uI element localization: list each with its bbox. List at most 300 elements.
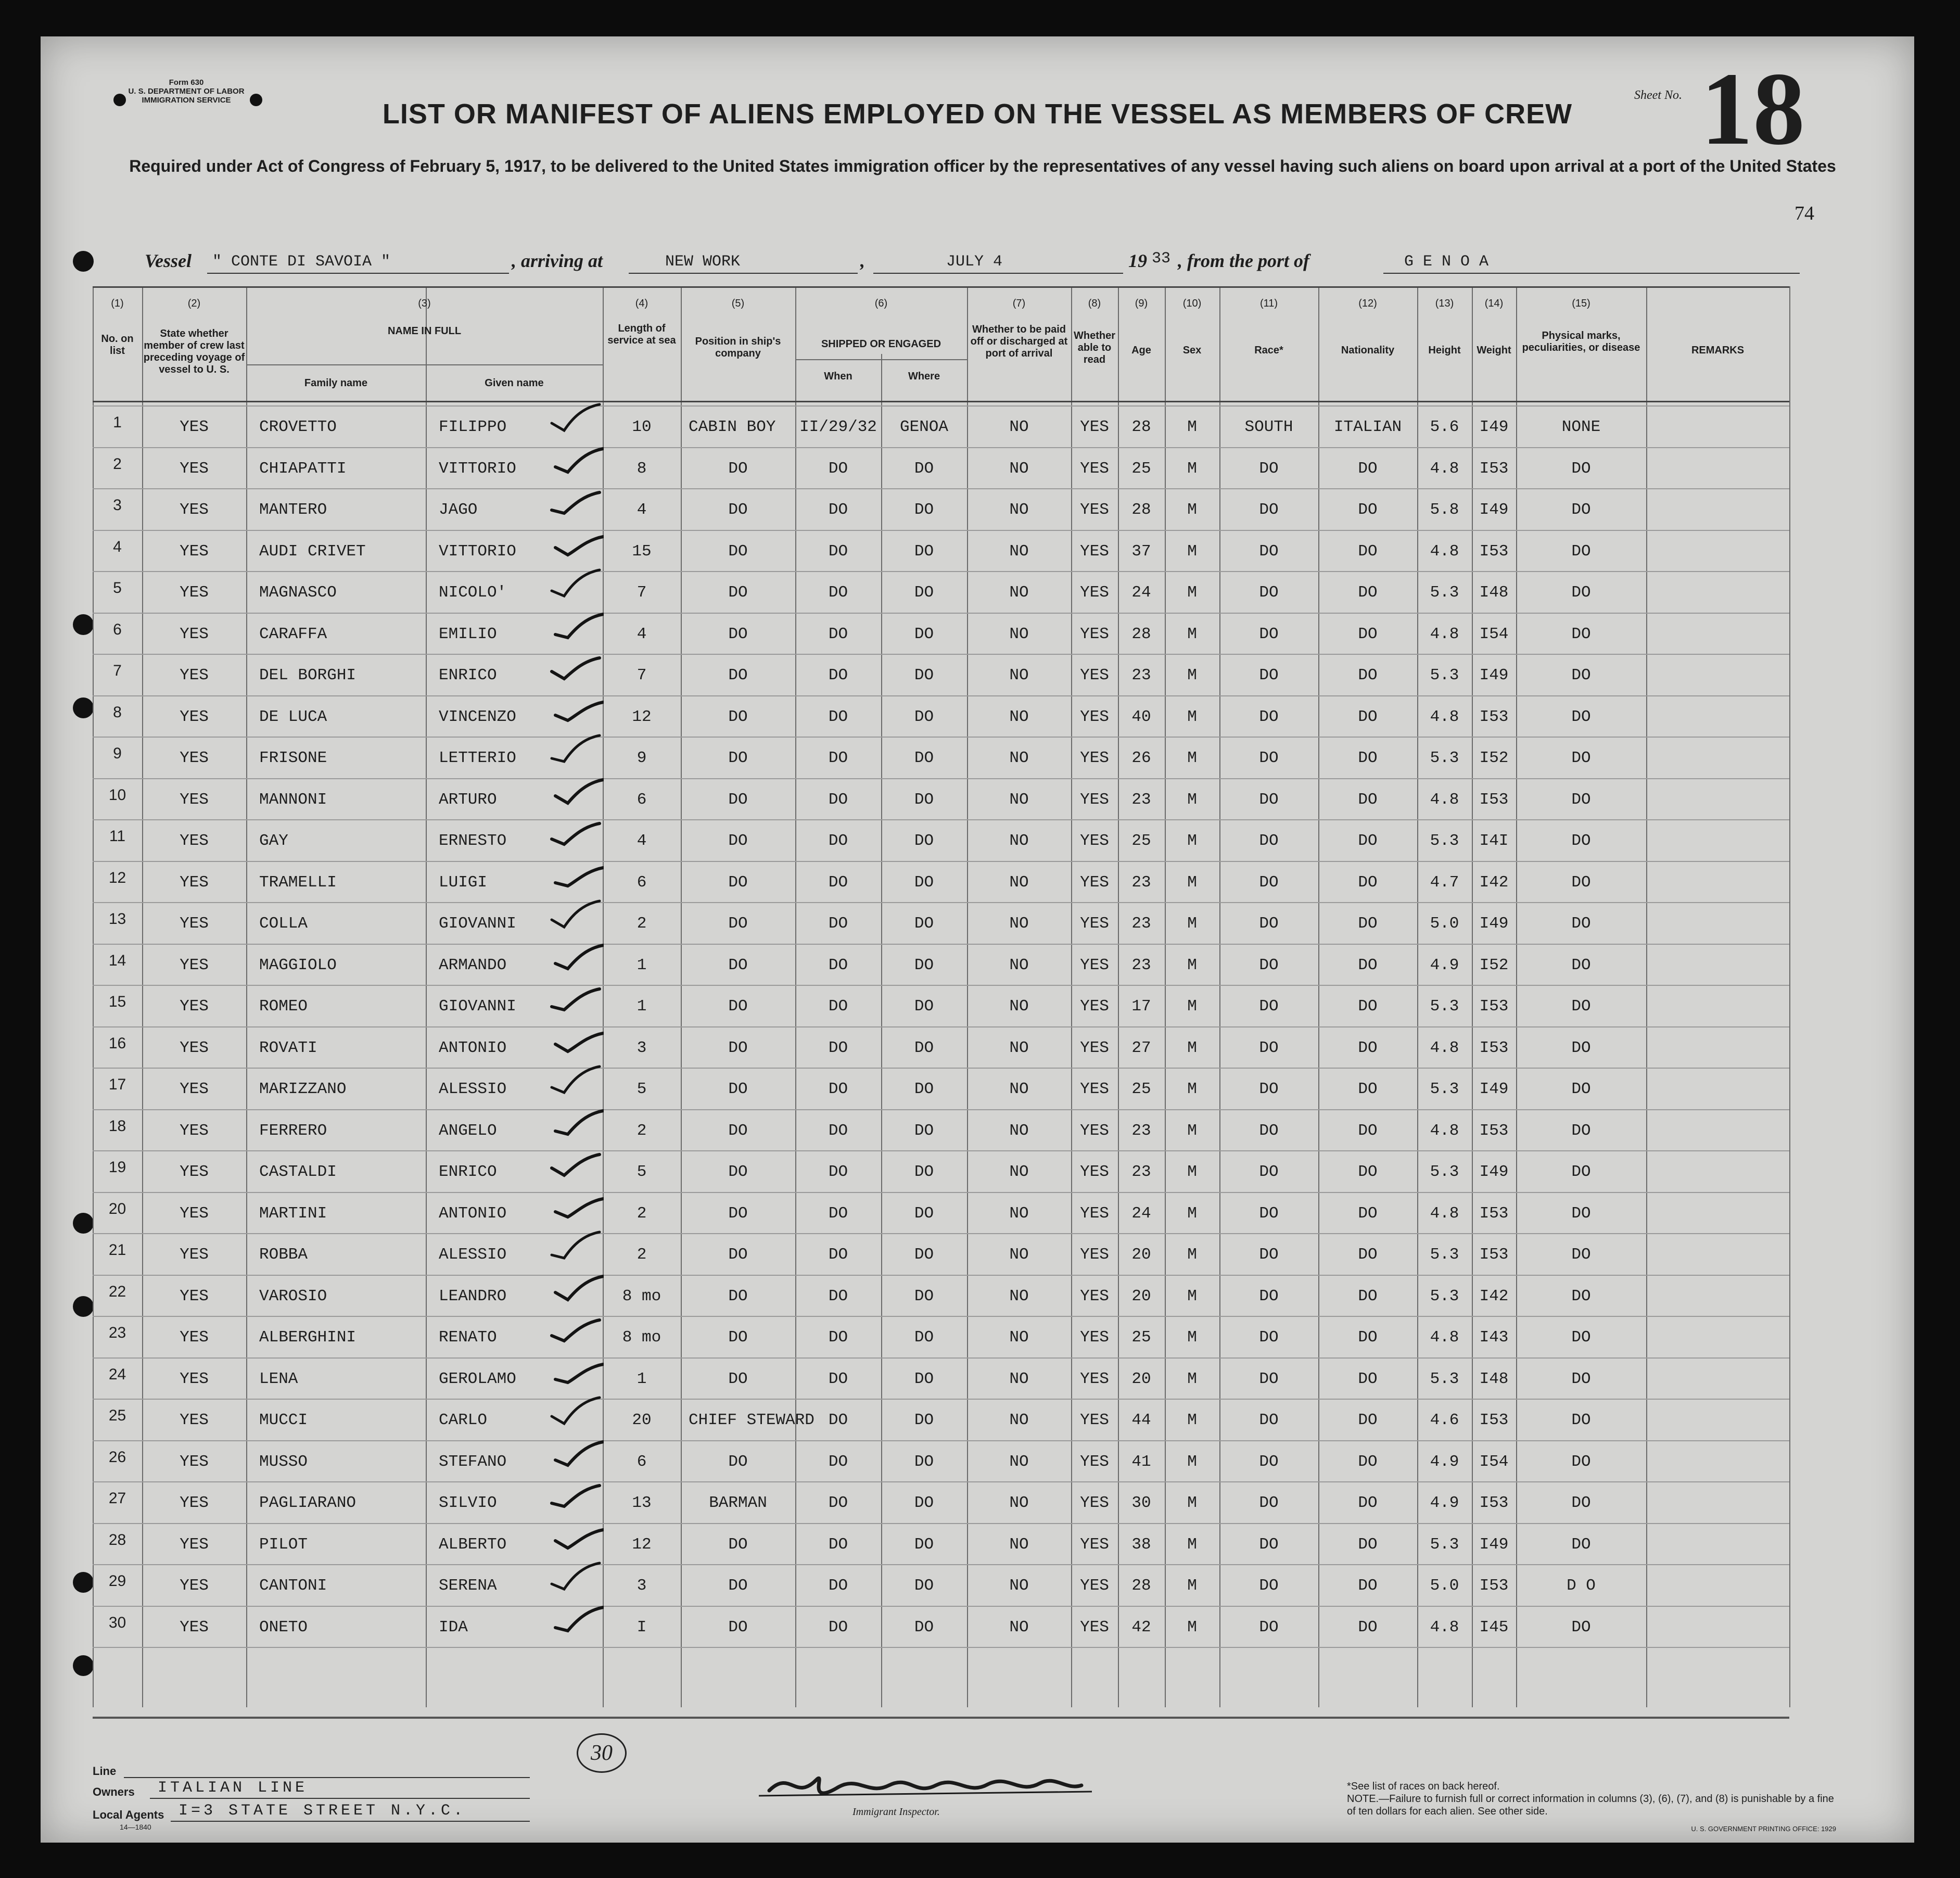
cell-where: DO <box>914 501 934 519</box>
cell-weight: I49 <box>1479 666 1509 684</box>
cell-marks: DO <box>1571 1246 1591 1264</box>
cell-family: AUDI CRIVET <box>259 542 366 561</box>
row-rule <box>93 530 1789 531</box>
row-rule <box>93 1109 1789 1110</box>
cell-read: YES <box>1080 666 1109 684</box>
column-header-height: Height <box>1428 345 1461 356</box>
row-number: 29 <box>108 1572 126 1590</box>
cell-when: DO <box>828 666 848 684</box>
cell-family: ROVATI <box>259 1038 317 1057</box>
row-number: 23 <box>108 1324 126 1341</box>
row-rule <box>93 1068 1789 1069</box>
cell-position: DO <box>728 1577 748 1595</box>
cell-when: DO <box>828 707 848 726</box>
column-header-weight: Weight <box>1477 345 1511 356</box>
cell-where: DO <box>914 873 934 892</box>
cell-age: 23 <box>1131 666 1151 684</box>
cell-nationality: DO <box>1358 1618 1378 1636</box>
column-number: (4) <box>635 298 648 309</box>
cell-given: RENATO <box>439 1328 497 1347</box>
cell-sex: M <box>1187 1494 1197 1512</box>
cell-where: DO <box>914 625 934 643</box>
cell-paid: NO <box>1009 707 1029 726</box>
cell-sex: M <box>1187 1328 1197 1347</box>
cell-where: DO <box>914 1577 934 1595</box>
cell-paid: NO <box>1009 1080 1029 1098</box>
cell-height: 4.8 <box>1430 459 1459 478</box>
cell-marks: DO <box>1571 1163 1591 1181</box>
cell-crew: YES <box>180 418 209 436</box>
printer-note: U. S. GOVERNMENT PRINTING OFFICE: 1929 <box>1691 1825 1836 1833</box>
cell-race: DO <box>1259 459 1279 478</box>
line-label: Line <box>93 1765 117 1778</box>
cell-sex: M <box>1187 1038 1197 1057</box>
cell-marks: DO <box>1571 1080 1591 1098</box>
vessel-label: Vessel <box>145 250 192 271</box>
cell-age: 42 <box>1131 1618 1151 1636</box>
cell-height: 5.3 <box>1430 997 1459 1016</box>
cell-nationality: DO <box>1358 583 1378 602</box>
cell-weight: I53 <box>1479 1411 1509 1429</box>
cell-sex: M <box>1187 707 1197 726</box>
row-number: 27 <box>108 1490 126 1507</box>
cell-service: 2 <box>637 1121 647 1140</box>
cell-service: I <box>637 1618 647 1636</box>
column-number: (10) <box>1182 298 1202 309</box>
cell-height: 5.3 <box>1430 832 1459 850</box>
cell-service: 4 <box>637 501 647 519</box>
cell-service: 8 mo <box>622 1287 661 1305</box>
department-name: U. S. DEPARTMENT OF LABOR <box>128 87 245 96</box>
cell-given: VINCENZO <box>439 707 516 726</box>
sheet-label: Sheet No. <box>1634 88 1682 102</box>
cell-given: CARLO <box>439 1411 488 1429</box>
cell-paid: NO <box>1009 956 1029 974</box>
cell-crew: YES <box>180 873 209 892</box>
cell-read: YES <box>1080 1246 1109 1264</box>
cell-nationality: DO <box>1358 1038 1378 1057</box>
arrival-date: JULY 4 <box>946 253 1003 271</box>
cell-marks: DO <box>1571 501 1591 519</box>
cell-service: 6 <box>637 1452 647 1471</box>
year-prefix: 19 <box>1128 250 1147 271</box>
cell-crew: YES <box>180 1204 209 1223</box>
cell-position: DO <box>728 1452 748 1471</box>
cell-weight: I48 <box>1479 583 1509 602</box>
row-number: 12 <box>108 869 126 886</box>
cell-read: YES <box>1080 1080 1109 1098</box>
cell-family: MANTERO <box>259 501 327 519</box>
column-header-name-in-full: NAME IN FULL <box>387 325 462 337</box>
cell-when: DO <box>828 1452 848 1471</box>
row-rule <box>93 1606 1789 1607</box>
cell-nationality: DO <box>1358 832 1378 850</box>
cell-crew: YES <box>180 1163 209 1181</box>
cell-race: DO <box>1259 915 1279 933</box>
cell-given: LUIGI <box>439 873 488 892</box>
cell-height: 5.0 <box>1430 915 1459 933</box>
cell-marks: DO <box>1571 1328 1591 1347</box>
cell-race: DO <box>1259 1452 1279 1471</box>
punch-hole <box>73 697 94 718</box>
cell-given: SERENA <box>439 1577 497 1595</box>
cell-position: DO <box>728 625 748 643</box>
cell-height: 5.3 <box>1430 1246 1459 1264</box>
cell-paid: NO <box>1009 1287 1029 1305</box>
cell-height: 4.8 <box>1430 542 1459 561</box>
cell-age: 24 <box>1131 1204 1151 1223</box>
cell-marks: DO <box>1571 1204 1591 1223</box>
cell-where: DO <box>914 707 934 726</box>
row-rule <box>93 571 1789 572</box>
cell-read: YES <box>1080 1204 1109 1223</box>
cell-weight: I53 <box>1479 1246 1509 1264</box>
cell-height: 4.8 <box>1430 1121 1459 1140</box>
vessel-name: " CONTE DI SAVOIA " <box>212 253 391 271</box>
row-number: 2 <box>113 455 122 473</box>
cell-service: 2 <box>637 1204 647 1223</box>
cell-family: CHIAPATTI <box>259 459 347 478</box>
cell-family: FRISONE <box>259 749 327 767</box>
column-header-position: Position in ship's company <box>695 336 781 359</box>
total-count-mark: 30 <box>577 1733 627 1773</box>
checkmark-icon <box>546 812 604 854</box>
cell-height: 4.6 <box>1430 1411 1459 1429</box>
cell-nationality: DO <box>1358 459 1378 478</box>
row-number: 11 <box>109 828 126 845</box>
cell-race: DO <box>1259 749 1279 767</box>
cell-position: DO <box>728 790 748 809</box>
cell-crew: YES <box>180 1452 209 1471</box>
cell-read: YES <box>1080 418 1109 436</box>
row-rule <box>93 613 1789 614</box>
row-number: 8 <box>113 703 122 721</box>
cell-race: DO <box>1259 1577 1279 1595</box>
column-number: (2) <box>187 298 201 309</box>
cell-paid: NO <box>1009 1369 1029 1388</box>
checkmark-icon <box>546 1019 604 1061</box>
cell-marks: DO <box>1571 956 1591 974</box>
cell-age: 38 <box>1131 1535 1151 1554</box>
cell-race: DO <box>1259 1535 1279 1554</box>
cell-service: 2 <box>637 915 647 933</box>
row-number: 4 <box>113 538 122 555</box>
cell-given: ALESSIO <box>439 1080 507 1098</box>
column-number: (15) <box>1572 298 1590 309</box>
checkmark-icon <box>546 1309 604 1350</box>
column-rule <box>1646 286 1647 1707</box>
column-rule <box>1789 286 1790 1707</box>
column-header-able-to-read: Whether able to read <box>1074 330 1115 365</box>
row-number: 26 <box>108 1448 126 1466</box>
cell-marks: DO <box>1571 1452 1591 1471</box>
cell-where: DO <box>914 1328 934 1347</box>
cell-position: DO <box>728 832 748 850</box>
cell-given: ANTONIO <box>439 1038 507 1057</box>
cell-sex: M <box>1187 1535 1197 1554</box>
cell-paid: NO <box>1009 583 1029 602</box>
cell-position: DO <box>728 1080 748 1098</box>
cell-read: YES <box>1080 1121 1109 1140</box>
cell-weight: I54 <box>1479 625 1509 643</box>
cell-crew: YES <box>180 1494 209 1512</box>
cell-nationality: DO <box>1358 997 1378 1016</box>
cell-when: DO <box>828 1411 848 1429</box>
owners-value: ITALIAN LINE <box>158 1779 308 1797</box>
cell-crew: YES <box>180 501 209 519</box>
cell-height: 5.3 <box>1430 1080 1459 1098</box>
row-rule <box>93 1523 1789 1524</box>
cell-when: II/29/32 <box>799 418 877 436</box>
column-number: (9) <box>1135 298 1148 309</box>
cell-given: ENRICO <box>439 1163 497 1181</box>
cell-race: DO <box>1259 1080 1279 1098</box>
cell-read: YES <box>1080 832 1109 850</box>
cell-nationality: DO <box>1358 1287 1378 1305</box>
checkmark-icon <box>546 1143 604 1185</box>
cell-marks: DO <box>1571 707 1591 726</box>
cell-when: DO <box>828 625 848 643</box>
cell-given: JAGO <box>439 501 478 519</box>
row-rule <box>93 819 1789 820</box>
cell-where: DO <box>914 1411 934 1429</box>
cell-marks: DO <box>1571 542 1591 561</box>
cell-family: PAGLIARANO <box>259 1494 357 1512</box>
cell-position: DO <box>728 1328 748 1347</box>
cell-paid: NO <box>1009 1121 1029 1140</box>
column-number: (7) <box>1012 298 1026 309</box>
cell-family: LENA <box>259 1369 298 1388</box>
cell-race: DO <box>1259 583 1279 602</box>
cell-when: DO <box>828 873 848 892</box>
cell-race: DO <box>1259 666 1279 684</box>
column-header-physical: Physical marks, peculiarities, or disease <box>1522 330 1640 353</box>
row-number: 16 <box>108 1034 126 1052</box>
cell-family: CASTALDI <box>259 1163 337 1181</box>
cell-paid: NO <box>1009 666 1029 684</box>
cell-position: CHIEF STEWARD <box>689 1411 814 1429</box>
checkmark-icon <box>546 1433 604 1475</box>
cell-read: YES <box>1080 459 1109 478</box>
cell-height: 4.8 <box>1430 625 1459 643</box>
cell-paid: NO <box>1009 873 1029 892</box>
cell-sex: M <box>1187 1411 1197 1429</box>
cell-nationality: DO <box>1358 1577 1378 1595</box>
cell-sex: M <box>1187 666 1197 684</box>
cell-nationality: DO <box>1358 1121 1378 1140</box>
cell-where: DO <box>914 1246 934 1264</box>
cell-sex: M <box>1187 625 1197 643</box>
row-rule <box>93 1357 1789 1359</box>
cell-crew: YES <box>180 832 209 850</box>
shipped-sub-rule <box>795 359 967 360</box>
row-number: 25 <box>108 1407 126 1424</box>
cell-when: DO <box>828 1577 848 1595</box>
column-header-where: Where <box>908 371 940 382</box>
row-rule <box>93 695 1789 696</box>
row-number: 21 <box>108 1241 126 1259</box>
row-rule <box>93 654 1789 655</box>
row-rule <box>93 944 1789 945</box>
cell-paid: NO <box>1009 418 1029 436</box>
cell-when: DO <box>828 1369 848 1388</box>
cell-nationality: DO <box>1358 1411 1378 1429</box>
cell-nationality: DO <box>1358 1204 1378 1223</box>
cell-height: 4.7 <box>1430 873 1459 892</box>
cell-when: DO <box>828 583 848 602</box>
cell-age: 23 <box>1131 790 1151 809</box>
cell-service: 8 mo <box>622 1328 661 1347</box>
row-number: 15 <box>108 993 126 1010</box>
cell-read: YES <box>1080 1328 1109 1347</box>
cell-age: 40 <box>1131 707 1151 726</box>
cell-marks: DO <box>1571 997 1591 1016</box>
cell-where: DO <box>914 1121 934 1140</box>
cell-paid: NO <box>1009 459 1029 478</box>
column-number: (6) <box>874 298 888 309</box>
cell-weight: I53 <box>1479 1577 1509 1595</box>
cell-nationality: DO <box>1358 915 1378 933</box>
cell-family: CROVETTO <box>259 418 337 436</box>
cell-race: DO <box>1259 1494 1279 1512</box>
column-header-state-member: State whether member of crew last preceding voyage of vessel to U. S. <box>143 328 245 375</box>
cell-sex: M <box>1187 583 1197 602</box>
cell-weight: I49 <box>1479 1080 1509 1098</box>
cell-paid: NO <box>1009 1328 1029 1347</box>
row-rule <box>93 902 1789 903</box>
cell-age: 26 <box>1131 749 1151 767</box>
cell-weight: I53 <box>1479 1494 1509 1512</box>
cell-read: YES <box>1080 1577 1109 1595</box>
cell-sex: M <box>1187 915 1197 933</box>
cell-weight: I53 <box>1479 1038 1509 1057</box>
row-number: 5 <box>113 579 122 597</box>
cell-family: FERRERO <box>259 1121 327 1140</box>
cell-when: DO <box>828 749 848 767</box>
checkmark-icon <box>546 1267 604 1309</box>
cell-given: GEROLAMO <box>439 1369 516 1388</box>
cell-marks: DO <box>1571 1287 1591 1305</box>
vessel-line: Vessel " CONTE DI SAVOIA " , arriving at NEW WORK , JULY 4 19 33 , from the port of G E N O A <box>145 250 1810 281</box>
cell-marks: DO <box>1571 1494 1591 1512</box>
cell-paid: NO <box>1009 749 1029 767</box>
cell-sex: M <box>1187 997 1197 1016</box>
cell-nationality: DO <box>1358 542 1378 561</box>
checkmark-icon <box>546 440 604 481</box>
cell-position: DO <box>728 1246 748 1264</box>
cell-height: 4.9 <box>1430 1452 1459 1471</box>
cell-where: DO <box>914 832 934 850</box>
cell-height: 5.6 <box>1430 418 1459 436</box>
cell-when: DO <box>828 1246 848 1264</box>
cell-position: DO <box>728 873 748 892</box>
column-number: (11) <box>1259 298 1278 309</box>
cell-family: COLLA <box>259 915 308 933</box>
cell-read: YES <box>1080 956 1109 974</box>
cell-service: 4 <box>637 832 647 850</box>
cell-sex: M <box>1187 1369 1197 1388</box>
cell-given: SILVIO <box>439 1494 497 1512</box>
cell-family: CANTONI <box>259 1577 327 1595</box>
cell-service: 2 <box>637 1246 647 1264</box>
cell-family: ROMEO <box>259 997 308 1016</box>
cell-marks: DO <box>1571 1535 1591 1554</box>
cell-paid: NO <box>1009 1038 1029 1057</box>
cell-marks: DO <box>1571 832 1591 850</box>
cell-when: DO <box>828 1163 848 1181</box>
cell-when: DO <box>828 459 848 478</box>
inspector-signature <box>759 1759 1092 1811</box>
cell-age: 23 <box>1131 956 1151 974</box>
cell-read: YES <box>1080 1287 1109 1305</box>
cell-age: 25 <box>1131 459 1151 478</box>
cell-crew: YES <box>180 790 209 809</box>
cell-position: DO <box>728 666 748 684</box>
cell-family: DE LUCA <box>259 707 327 726</box>
cell-sex: M <box>1187 1577 1197 1595</box>
cell-family: MUCCI <box>259 1411 308 1429</box>
cell-sex: M <box>1187 956 1197 974</box>
cell-read: YES <box>1080 1038 1109 1057</box>
cell-marks: DO <box>1571 666 1591 684</box>
arriving-label: , arriving at <box>512 250 603 271</box>
cell-crew: YES <box>180 1369 209 1388</box>
cell-nationality: DO <box>1358 501 1378 519</box>
cell-where: DO <box>914 749 934 767</box>
cell-weight: I45 <box>1479 1618 1509 1636</box>
header-bottom-rule <box>93 401 1789 402</box>
cell-age: 44 <box>1131 1411 1151 1429</box>
cell-where: DO <box>914 1535 934 1554</box>
cell-when: DO <box>828 1494 848 1512</box>
cell-age: 24 <box>1131 583 1151 602</box>
checkmark-icon <box>546 1060 604 1102</box>
column-header-nationality: Nationality <box>1341 345 1395 356</box>
cell-when: DO <box>828 1080 848 1098</box>
row-rule <box>93 1192 1789 1193</box>
column-header-length-service: Length of service at sea <box>607 323 676 346</box>
cell-paid: NO <box>1009 1246 1029 1264</box>
column-number: (5) <box>731 298 745 309</box>
cell-when: DO <box>828 997 848 1016</box>
cell-given: ALESSIO <box>439 1246 507 1264</box>
cell-height: 4.9 <box>1430 1494 1459 1512</box>
cell-nationality: DO <box>1358 1328 1378 1347</box>
cell-marks: DO <box>1571 1038 1591 1057</box>
cell-race: DO <box>1259 1204 1279 1223</box>
cell-family: CARAFFA <box>259 625 327 643</box>
cell-race: DO <box>1259 1163 1279 1181</box>
checkmark-icon <box>546 1185 604 1226</box>
row-rule <box>93 1440 1789 1441</box>
cell-race: DO <box>1259 1287 1279 1305</box>
column-header-family-name: Family name <box>304 377 368 389</box>
cell-age: 28 <box>1131 625 1151 643</box>
cell-age: 28 <box>1131 418 1151 436</box>
cell-marks: DO <box>1571 915 1591 933</box>
cell-race: DO <box>1259 542 1279 561</box>
cell-read: YES <box>1080 1163 1109 1181</box>
cell-paid: NO <box>1009 1577 1029 1595</box>
cell-family: MARTINI <box>259 1204 327 1223</box>
cell-position: DO <box>728 583 748 602</box>
cell-race: DO <box>1259 832 1279 850</box>
row-rule <box>93 737 1789 738</box>
checkmark-icon <box>546 1350 604 1392</box>
row-rule <box>93 1399 1789 1400</box>
cell-service: 20 <box>632 1411 652 1429</box>
cell-paid: NO <box>1009 1163 1029 1181</box>
